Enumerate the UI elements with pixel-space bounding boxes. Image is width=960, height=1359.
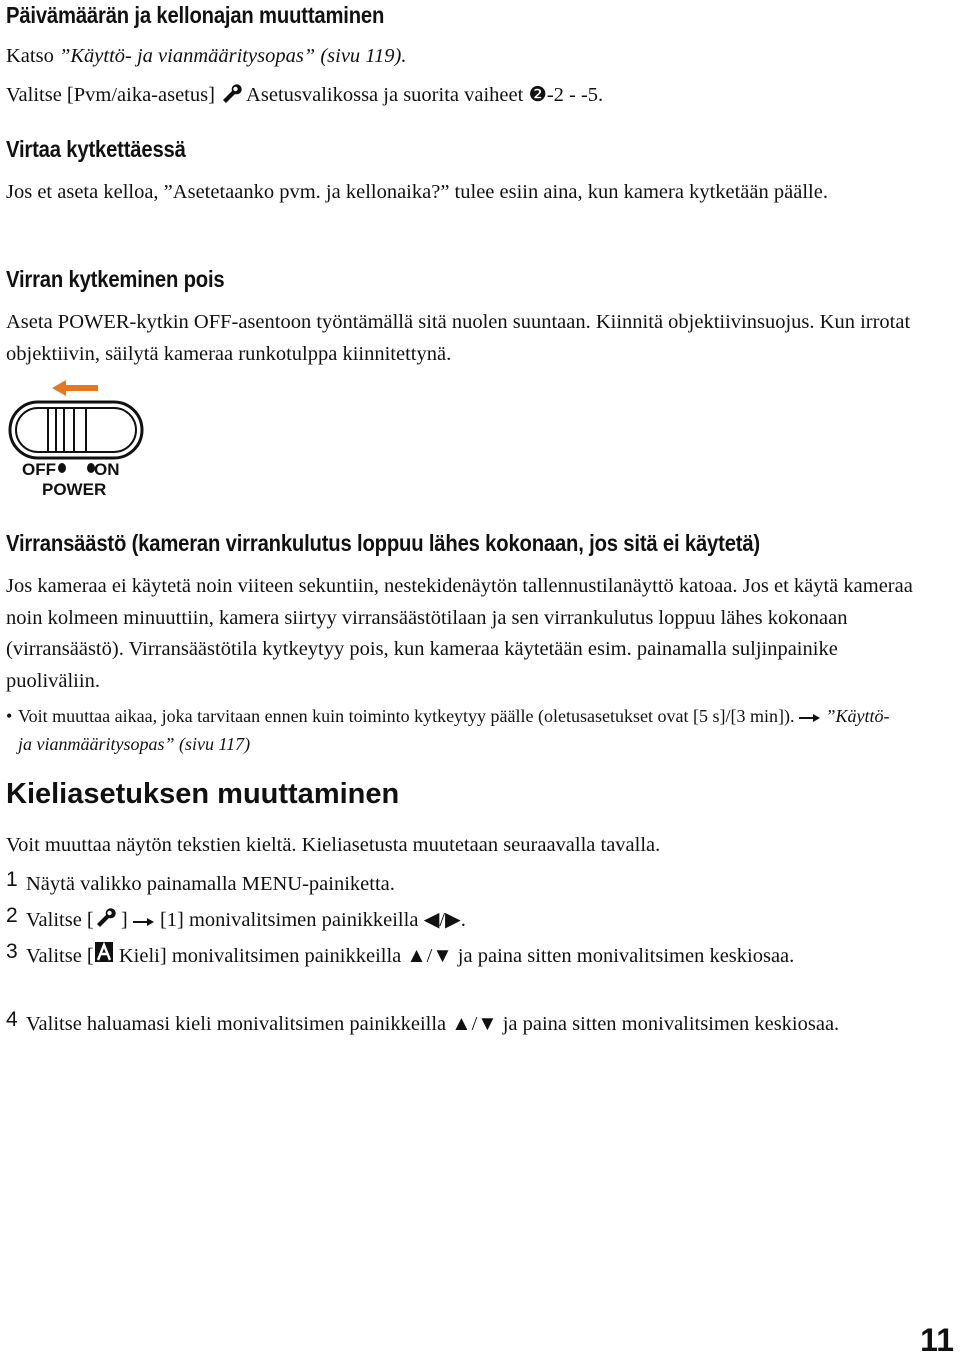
power-on-text: Jos et aseta kelloa, ”Asetetaanko pvm. ja kellonaika?” tulee esiin aina, kun kamera kytketään päälle. [6,181,828,203]
step-number: 3 [6,940,18,963]
date-reference-line: Katso ”Käyttö- ja vianmääritysopas” (sivu 119). [6,45,407,67]
arrow-left-icon [52,380,98,396]
wrench-icon [94,905,116,937]
wrench-icon [220,83,242,109]
manual-reference: ”Käyttö- ja vianmääritysopas” (sivu 119). [58,45,407,67]
step-3: 3 Valitse [ Kieli] monivalitsimen painikkeilla ▲/▼ ja paina sitten monivalitsimen keskiosaa. [6,940,906,973]
manual-reference-117: ”Käyttö- ja vianmääritysopas” (sivu 117) [18,706,890,755]
step-2: 2 Valitse [ ] [1] monivalitsimen painikkeilla ◀/▶. [6,904,906,937]
language-icon [94,941,114,973]
heading-power-off: Virran kytkeminen pois [6,266,225,292]
step-number-icon: ❷ [528,84,547,106]
date-instruction-line: Valitse [Pvm/aika-asetus] Asetusvalikossa ja suorita vaiheet ❷-2 - -5. [6,82,603,109]
switch-power-label: POWER [42,480,107,499]
heading-date-time: Päivämäärän ja kellonajan muuttaminen [6,2,385,28]
page-number: 11 [920,1322,954,1358]
arrow-right-icon [133,905,155,937]
switch-on-label: ON [94,460,120,479]
step-number: 1 [6,868,18,891]
power-save-note: • Voit muuttaa aikaa, joka tarvitaan ennen kuin toiminto kytkeytyy päälle (oletusasetukset ovat [5 s]/[3 min]). ”Käyttö- ja vianmääritysopas” (sivu 117) [6,703,906,758]
step-1: 1 Näytä valikko painamalla MENU-painiketta. [6,868,395,895]
heading-language: Kieliasetuksen muuttaminen [6,778,400,810]
power-save-text: Jos kameraa ei käytetä noin viiteen sekuntiin, nestekidenäytön tallennustilanäyttö katoaa. Jos et käytä kameraa noin kolmeen minuuttiin, kamera siirtyy virransäästötilaan ja sen virrankulutus loppuu lähes kokonaan (virransäästö). Virransäästötila kytkeytyy pois, kun kameraa käytetään esim. painamalla suljinpainike puoliväliin. [6,575,913,692]
bullet-dot: • [6,706,13,726]
heading-power-save: Virransäästö (kameran virrankulutus loppuu lähes kokonaan, jos sitä ei käytetä) [6,530,760,556]
step-4: 4 Valitse haluamasi kieli monivalitsimen painikkeilla ▲/▼ ja paina sitten monivalitsimen keskiosaa. [6,1008,840,1035]
language-intro: Voit muuttaa näytön tekstien kieltä. Kieliasetusta muutetaan seuraavalla tavalla. [6,834,661,856]
step-number: 4 [6,1008,18,1031]
switch-off-label: OFF [22,460,56,479]
power-switch-illustration [8,378,148,503]
step-number: 2 [6,904,18,927]
heading-power-on: Virtaa kytkettäessä [6,136,186,162]
arrow-right-icon [799,704,821,731]
power-off-text: Aseta POWER-kytkin OFF-asentoon työntämällä sitä nuolen suuntaan. Kiinnitä objektiivinsuojus. Kun irrotat objektiivin, säilytä kameraa runkotulppa kiinnitettynä. [6,311,911,365]
